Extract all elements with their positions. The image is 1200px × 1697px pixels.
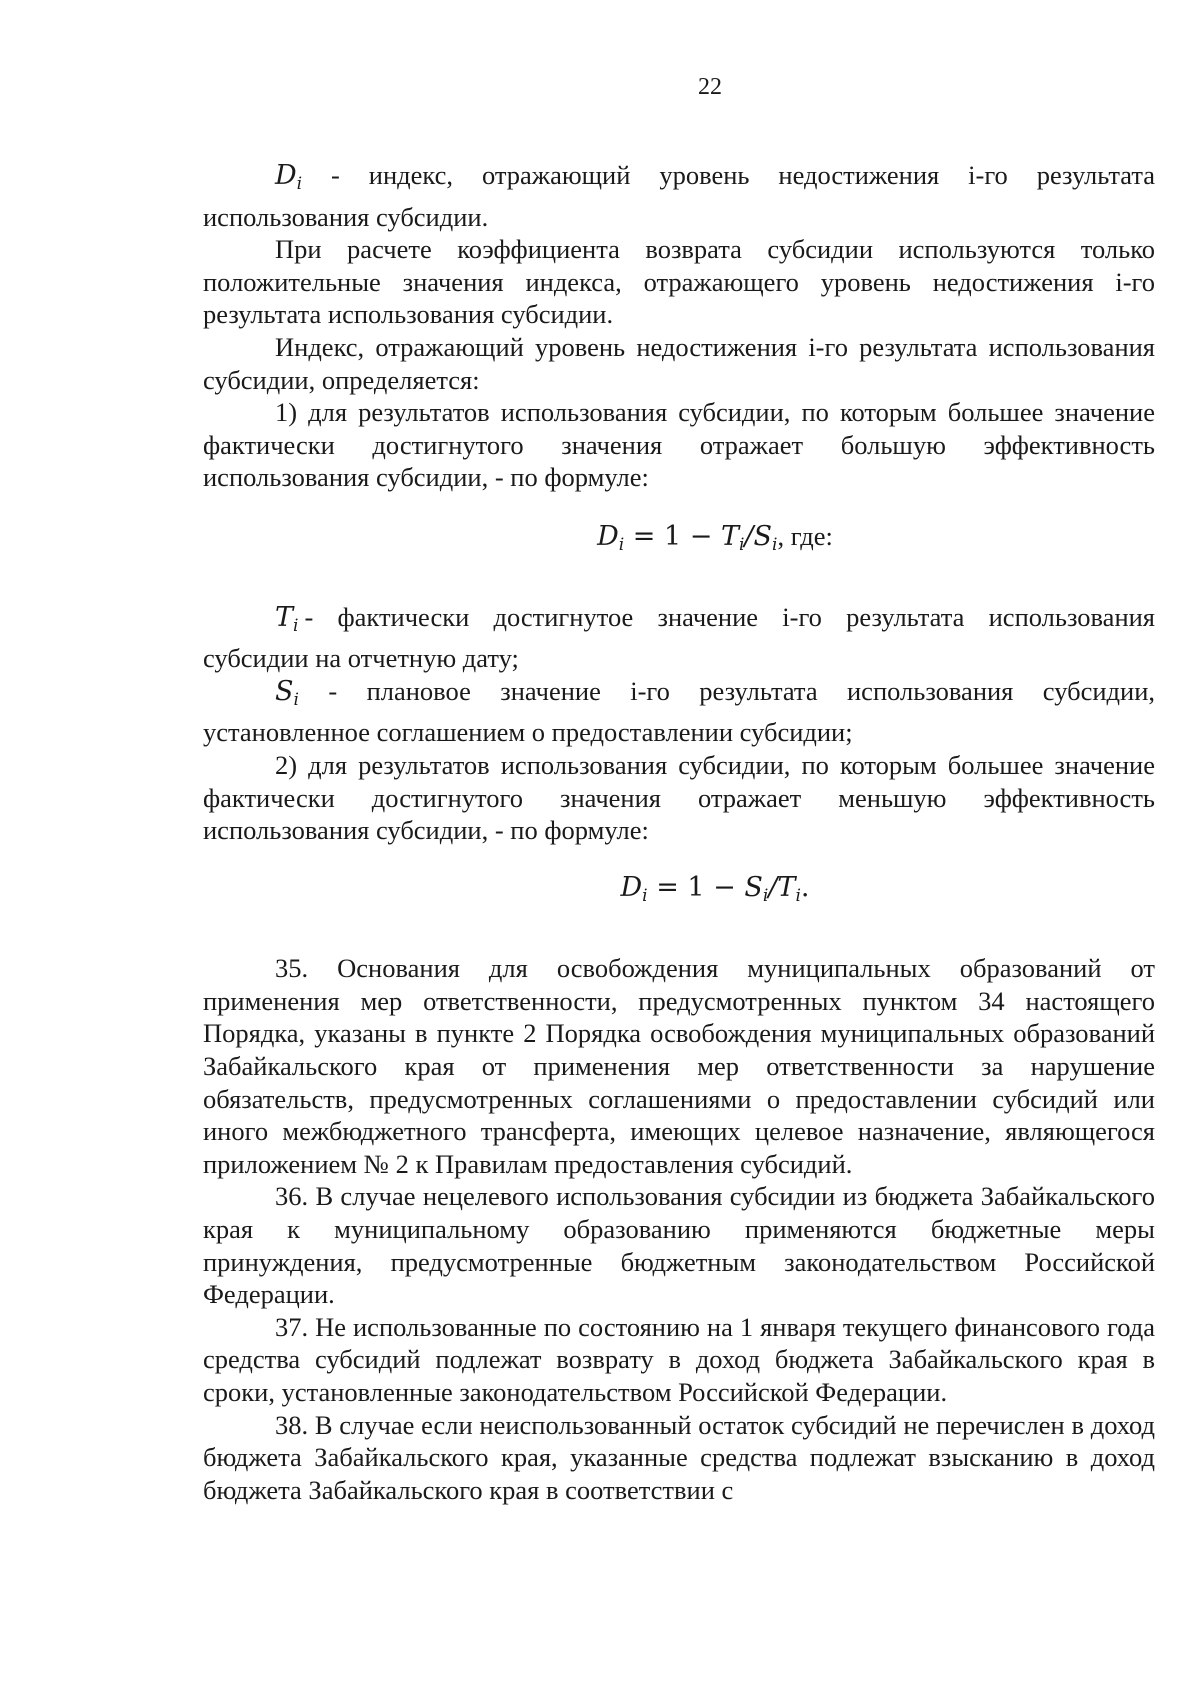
formula-2-tail: . bbox=[800, 871, 810, 903]
formula-2-num-sub: i bbox=[762, 885, 769, 906]
formula-2-lhs-sub: i bbox=[642, 885, 648, 906]
formula-2-den: T bbox=[777, 871, 796, 903]
definition-t-text: - фактически достигнутое значение i-го результата использования субсидии на отчетную дату; bbox=[203, 601, 1155, 674]
paragraph-coefficient: При расчете коэффициента возврата субсидии используются только положительные значения индекса, отражающего уровень недостижения i-го результата использования субсидии. bbox=[203, 234, 1155, 330]
formula-1-tail: , где: bbox=[777, 520, 833, 551]
formula-2-num: S bbox=[744, 871, 763, 903]
symbol-t-subscript: i bbox=[293, 615, 299, 636]
paragraph-35: 35. Основания для освобождения муниципальных образований от применения мер ответственности, предусмотренных пунктом 34 настоящего Порядка, указаны в пункте 2 Порядка освобождения муниципальных образований Забайкальского края от применения мер ответственности за нарушение обязательств, предусмотренных соглашениями о предоставлении субсидий или иного межбюджетного трансферта, имеющих целевое назначение, являющегося приложением № 2 к Правилам предоставления субсидий. bbox=[203, 953, 1155, 1179]
definition-d-text: - индекс, отражающий уровень недостижения i-го результата использования субсидии. bbox=[203, 160, 1155, 232]
definition-d bbox=[203, 159, 1155, 233]
paragraph-index-determined: Индекс, отражающий уровень недостижения i-го результата использования субсидии, определяется: bbox=[203, 331, 1155, 395]
formula-1 bbox=[203, 520, 1155, 562]
formula-2-slash: / bbox=[768, 871, 778, 903]
symbol-t: T bbox=[275, 601, 294, 633]
paragraph-38: 38. В случае если неиспользованный остаток субсидий не перечислен в доход бюджета Забайкальского края, указанные средства подлежат взысканию в доход бюджета Забайкальского края в соответствии с bbox=[203, 1409, 1155, 1505]
formula-1-lhs-sub: i bbox=[618, 534, 625, 555]
formula-1-num-sub: i bbox=[738, 534, 745, 555]
symbol-s-subscript: i bbox=[293, 689, 299, 710]
formula-1-eq: = 1 − bbox=[624, 520, 721, 552]
formula-1-den: S bbox=[753, 520, 773, 552]
document-body bbox=[203, 159, 1155, 1506]
formula-2-den-sub: i bbox=[795, 885, 801, 906]
formula-1-slash: / bbox=[744, 520, 754, 552]
definition-s bbox=[203, 675, 1155, 749]
formula-2-lhs: D bbox=[620, 871, 643, 903]
definition-t bbox=[203, 601, 1155, 675]
symbol-d: D bbox=[275, 160, 297, 191]
formula-1-den-sub: i bbox=[772, 534, 778, 555]
formula-2-eq: = 1 − bbox=[647, 871, 745, 903]
symbol-d-subscript: i bbox=[296, 174, 303, 194]
formula-1-num: T bbox=[720, 520, 739, 552]
paragraph-case-2: 2) для результатов использования субсидии, по которым большее значение фактически достигнутого значения отражает меньшую эффективность использования субсидии, - по формуле: bbox=[203, 749, 1155, 846]
page-number: 22 bbox=[698, 74, 722, 100]
definition-s-text: - плановое значение i-го результата использования субсидии, установленное соглашением о предоставлении субсидии; bbox=[203, 675, 1155, 748]
formula-2 bbox=[203, 871, 1155, 913]
symbol-s: S bbox=[275, 675, 294, 707]
paragraph-36: 36. В случае нецелевого использования субсидии из бюджета Забайкальского края к муниципальному образованию применяются бюджетные меры принуждения, предусмотренные бюджетным законодательством Российской Федерации. bbox=[203, 1181, 1155, 1310]
paragraph-case-1: 1) для результатов использования субсидии, по которым большее значение фактически достигнутого значения отражает большую эффективность использования субсидии, - по формуле: bbox=[203, 397, 1155, 493]
formula-1-lhs: D bbox=[597, 520, 619, 552]
paragraph-37: 37. Не использованные по состоянию на 1 января текущего финансового года средства субсидий подлежат возврату в доход бюджета Забайкальского края в сроки, установленные законодательством Российской Федерации. bbox=[203, 1311, 1155, 1407]
